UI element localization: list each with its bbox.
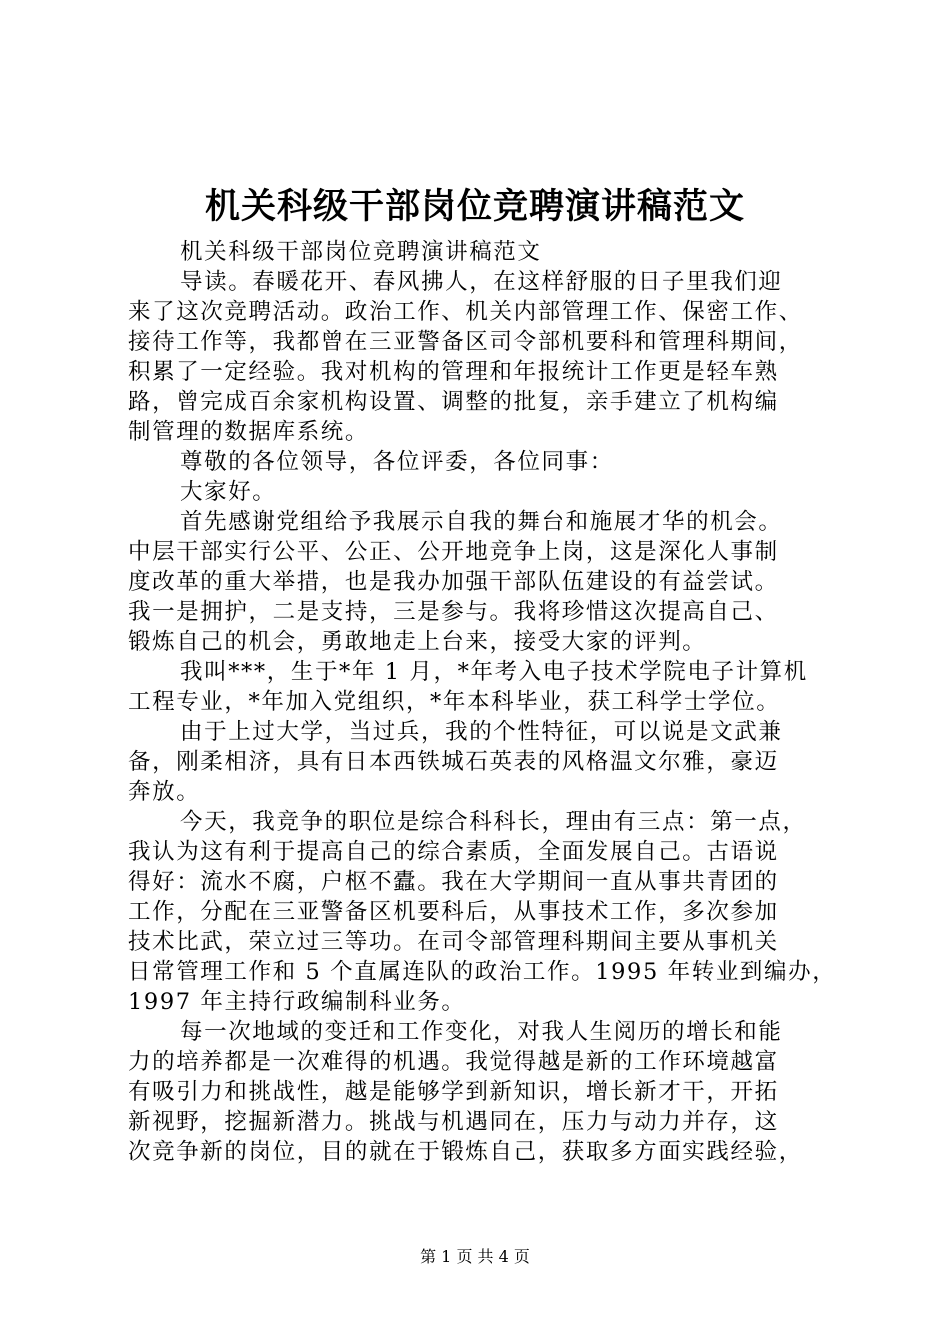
body-line: 新视野，挖掘新潜力。挑战与机遇同在，压力与动力并存，这 — [128, 1109, 779, 1135]
body-line: 技术比武，荣立过三等功。在司令部管理科期间主要从事机关 — [128, 929, 779, 955]
body-line: 备，刚柔相济，具有日本西铁城石英表的风格温文尔雅，豪迈 — [128, 749, 779, 775]
document-title: 机关科级干部岗位竞聘演讲稿范文 — [204, 186, 745, 227]
body-line: 度改革的重大举措，也是我办加强干部队伍建设的有益尝试。 — [128, 569, 779, 595]
body-line: 得好：流水不腐，户枢不蠹。我在大学期间一直从事共青团的 — [128, 869, 779, 895]
body-line: 工程专业，*年加入党组织，*年本科毕业，获工科学士学位。 — [128, 689, 781, 715]
body-line: 由于上过大学，当过兵，我的个性特征，可以说是文武兼 — [180, 719, 783, 745]
body-line: 每一次地域的变迁和工作变化，对我人生阅历的增长和能 — [180, 1019, 783, 1045]
page-number: 第 1 页 共 4 页 — [420, 1247, 530, 1266]
body-line: 制管理的数据库系统。 — [128, 419, 370, 445]
body-line: 我一是拥护，二是支持，三是参与。我将珍惜这次提高自己、 — [128, 599, 779, 625]
body-line: 接待工作等，我都曾在三亚警备区司令部机要科和管理科期间， — [128, 329, 803, 355]
body-line: 力的培养都是一次难得的机遇。我觉得越是新的工作环境越富 — [128, 1049, 779, 1075]
body-line: 大家好。 — [180, 479, 277, 505]
document-body — [128, 237, 840, 1167]
body-line: 今天，我竞争的职位是综合科科长，理由有三点：第一点， — [180, 809, 807, 835]
body-line: 锻炼自己的机会，勇敢地走上台来，接受大家的评判。 — [128, 629, 707, 655]
body-line: 来了这次竞聘活动。政治工作、机关内部管理工作、保密工作、 — [128, 299, 803, 325]
body-line: 次竞争新的岗位，目的就在于锻炼自己，获取多方面实践经验， — [128, 1139, 803, 1165]
body-line: 机关科级干部岗位竞聘演讲稿范文 — [180, 239, 542, 265]
body-line: 工作，分配在三亚警备区机要科后，从事技术工作，多次参加 — [128, 899, 779, 925]
body-line: 奔放。 — [128, 779, 201, 805]
body-line: 积累了一定经验。我对机构的管理和年报统计工作更是轻车熟 — [128, 359, 779, 385]
body-line: 尊敬的各位领导，各位评委，各位同事： — [180, 449, 614, 475]
body-line: 路，曾完成百余家机构设置、调整的批复，亲手建立了机构编 — [128, 389, 779, 415]
body-line: 我叫***，生于*年 1 月，*年考入电子技术学院电子计算机 — [180, 659, 808, 685]
body-line: 中层干部实行公平、公正、公开地竞争上岗，这是深化人事制 — [128, 539, 779, 565]
body-line: 我认为这有利于提高自己的综合素质，全面发展自己。古语说 — [128, 839, 779, 865]
body-line: 有吸引力和挑战性，越是能够学到新知识，增长新才干，开拓 — [128, 1079, 779, 1105]
body-line: 日常管理工作和 5 个直属连队的政治工作。1995 年转业到编办， — [128, 959, 837, 985]
body-line: 1997 年主持行政编制科业务。 — [128, 989, 466, 1015]
body-line: 首先感谢党组给予我展示自我的舞台和施展才华的机会。 — [180, 509, 783, 535]
body-line: 导读。春暖花开、春风拂人，在这样舒服的日子里我们迎 — [180, 269, 783, 295]
